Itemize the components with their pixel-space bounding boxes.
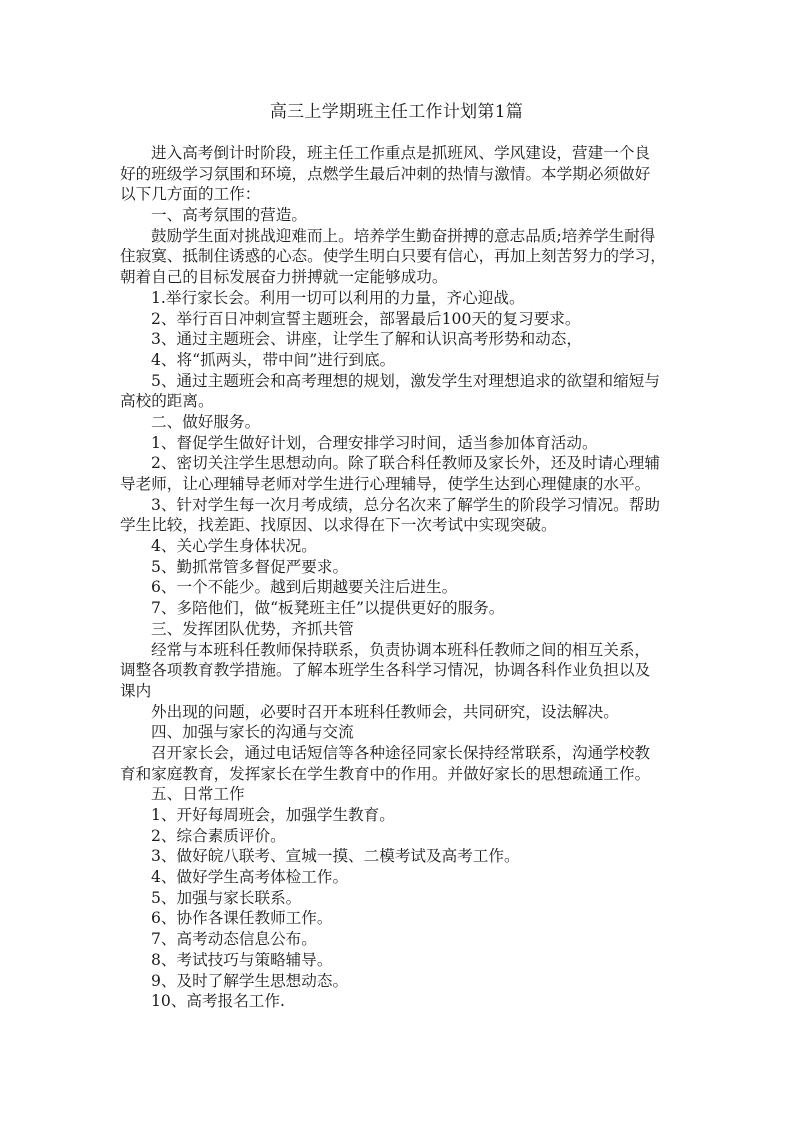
text-line: 高校的距离。	[120, 392, 214, 411]
text-line: 二、做好服务。	[151, 412, 261, 431]
text-line: 3、针对学生每一次月考成绩，总分名次来了解学生的阶段学习情况。帮助	[151, 495, 660, 514]
text-line: 三、发挥团队优势，齐抓共管	[151, 619, 354, 638]
document-title: 高三上学期班主任工作计划第1篇	[269, 102, 524, 122]
text-line: 3、通过主题班会、讲座，让学生了解和认识高考形势和动态，	[151, 330, 582, 349]
text-line: 朝着自己的目标发展奋力拼搏就一定能够成功。	[120, 268, 448, 287]
text-line: 1、督促学生做好计划，合理安排学习时间，适当参加体育活动。	[151, 433, 598, 452]
text-line: 5、加强与家长联系。	[151, 888, 302, 907]
text-line: 7、多陪他们，做“板凳班主任”以提供更好的服务。	[151, 599, 505, 618]
text-line: 五、日常工作	[151, 785, 245, 804]
text-line: 5、通过主题班会和高考理想的规划，激发学生对理想追求的欲望和缩短与	[151, 371, 660, 390]
text-line: 4、做好学生高考体检工作。	[151, 868, 349, 887]
text-line: 6、协作各课任教师工作。	[151, 909, 333, 928]
text-line: 课内	[120, 681, 152, 700]
text-line: 以下几方面的工作：	[120, 185, 261, 204]
text-line: 导老师，让心理辅导老师对学生进行心理辅导，使学生达到心理健康的水平。	[120, 475, 651, 493]
text-line: 4、关心学生身体状况。	[151, 537, 317, 556]
text-line: 5、勤抓常管多督促严要求。	[151, 557, 349, 576]
text-line: 3、做好皖八联考、宣城一摸、二模考试及高考工作。	[151, 847, 520, 866]
text-line: 1、开好每周班会，加强学生教育。	[151, 806, 395, 824]
text-line: 四、加强与家长的沟通与交流	[151, 723, 354, 742]
text-line: 外出现的问题，必要时召开本班科任教师会，共同研究，设法解决。	[151, 702, 619, 721]
text-line: 2、举行百日冲刺宣誓主题班会，部署最后100天的复习要求。	[151, 309, 581, 328]
text-line: 6、一个不能少。越到后期越要关注后进生。	[151, 578, 458, 597]
text-line: 9、及时了解学生思想动态。	[151, 971, 349, 990]
text-line: 好的班级学习氛围和环境，点燃学生最后冲刺的热情与激情。本学期必须做好	[120, 164, 651, 183]
text-line: 7、高考动态信息公布。	[151, 930, 317, 949]
text-line: 10、高考报名工作.	[151, 992, 285, 1011]
text-line: 学生比较，找差距、找原因、以求得在下一次考试中实现突破。	[120, 516, 557, 535]
text-line: 一、高考氛围的营造。	[151, 206, 307, 225]
text-line: 1.举行家长会。利用一切可以利用的力量，齐心迎战。	[151, 288, 525, 307]
document-body	[120, 143, 690, 1012]
text-line: 召开家长会，通过电话短信等各种途径同家长保持经常联系，沟通学校教	[151, 743, 651, 762]
text-line: 住寂寞、抵制住诱惑的心态。使学生明白只要有信心，再加上刻苦努力的学习，	[120, 247, 666, 266]
text-line: 进入高考倒计时阶段，班主任工作重点是抓班风、学风建设，营建一个良	[151, 144, 651, 162]
text-line: 育和家庭教育，发挥家长在学生教育中的作用。并做好家长的思想疏通工作。	[120, 764, 651, 783]
text-line: 经常与本班科任教师保持联系，负责协调本班科任教师之间的相互关系，	[151, 640, 651, 659]
text-line: 4、将“抓两头，带中间”进行到底。	[151, 350, 396, 369]
text-line: 2、密切关注学生思想动向。除了联合科任教师及家长外，还及时请心理辅	[151, 454, 660, 473]
text-line: 8、考试技巧与策略辅导。	[151, 950, 333, 969]
text-line: 2、综合素质评价。	[151, 826, 286, 845]
text-line: 鼓励学生面对挑战迎难而上。培养学生勤奋拼搏的意志品质;培养学生耐得	[151, 226, 656, 245]
text-line: 调整各项教育教学措施。了解本班学生各科学习情况，协调各科作业负担以及	[120, 661, 651, 680]
